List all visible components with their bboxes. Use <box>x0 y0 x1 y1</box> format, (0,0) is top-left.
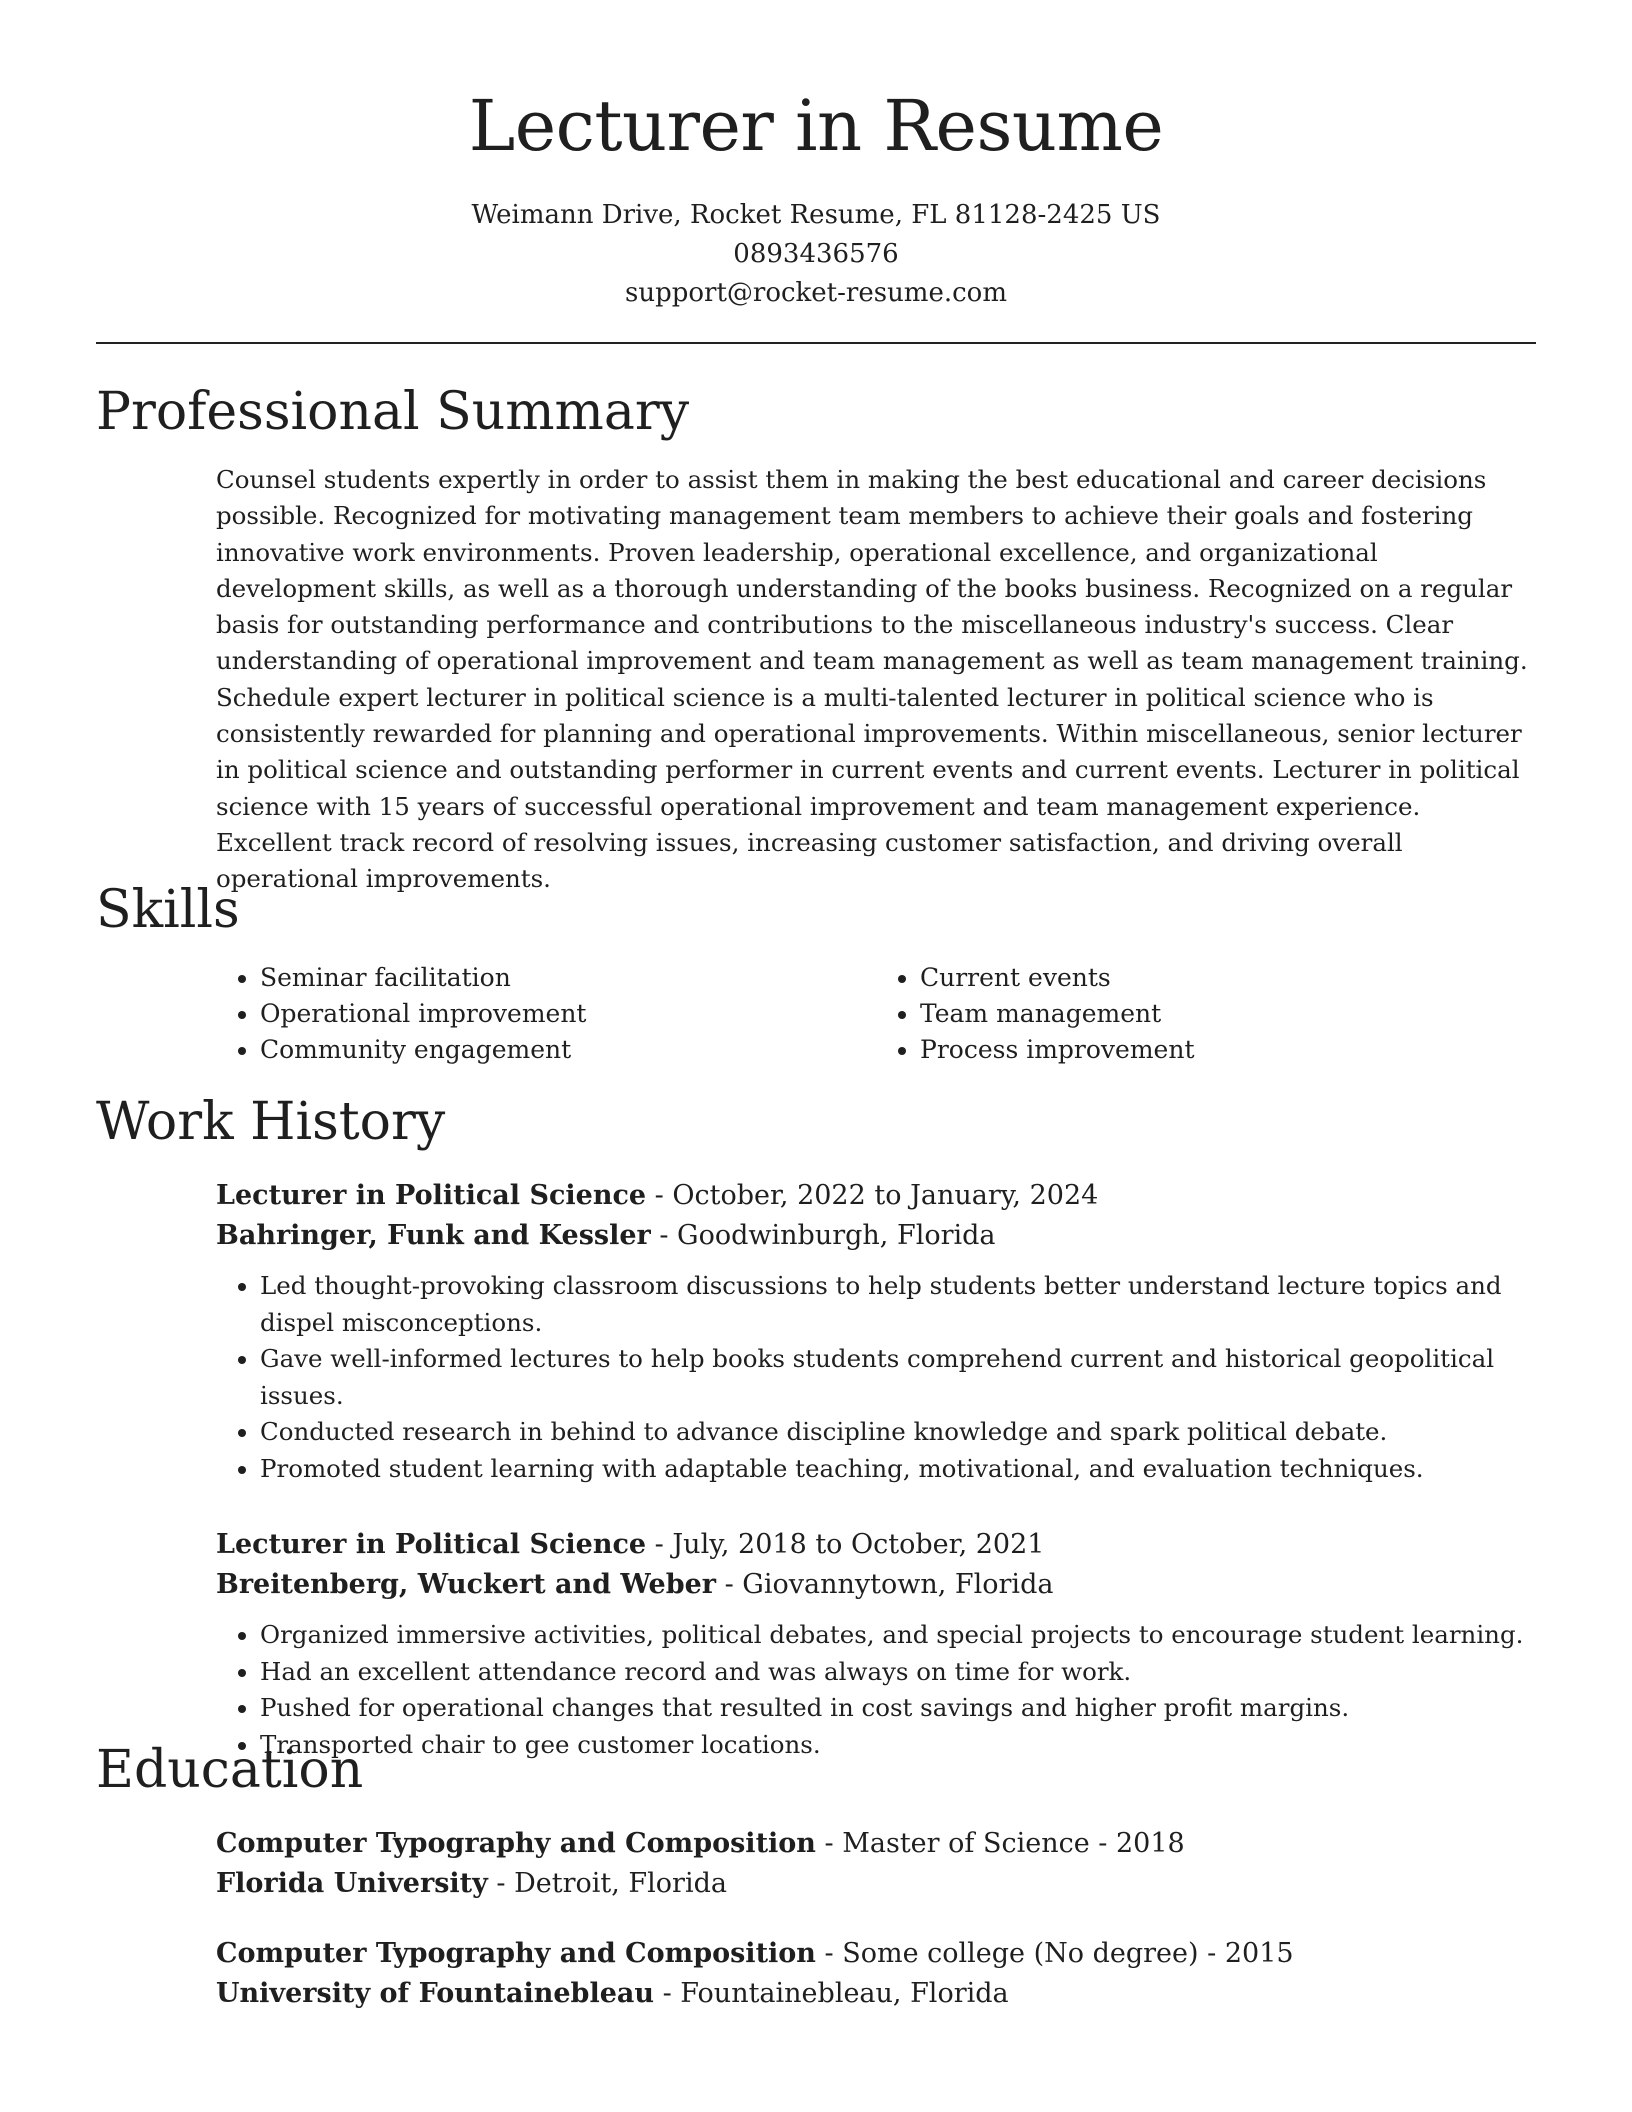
job-duty: • Had an excellent attendance record and was always on time for work. <box>260 1654 1536 1691</box>
education-program-line <box>216 1824 1536 1864</box>
job-dates: - July, 2018 to October, 2021 <box>646 1529 1045 1560</box>
education-heading: Education <box>96 1740 364 1800</box>
education-section <box>96 1738 1536 2014</box>
education-degree-year: - Some college (No degree) - 2015 <box>815 1938 1294 1969</box>
job-title: Lecturer in Political Science <box>216 1529 647 1560</box>
education-school-line <box>216 1974 1536 2014</box>
work-history-heading: Work History <box>96 1092 446 1152</box>
job-duty: • Conducted research in behind to advance discipline knowledge and spark political debate. <box>260 1414 1536 1451</box>
resume-header <box>0 0 1632 313</box>
contact-address: Weimann Drive, Rocket Resume, FL 81128-2425 US <box>471 200 1161 230</box>
job-title-line <box>216 1176 1536 1216</box>
job-company: Breitenberg, Wuckert and Weber <box>216 1569 716 1600</box>
skills-heading: Skills <box>96 880 240 940</box>
job-location: - Goodwinburgh, Florida <box>650 1220 996 1251</box>
job-duty: • Led thought-provoking classroom discussions to help students better understand lecture topics and dispel misconceptions. <box>260 1268 1536 1341</box>
education-program-line <box>216 1934 1536 1974</box>
skill-item: • Current events <box>920 960 1536 996</box>
skills-grid <box>216 960 1536 1068</box>
job-duties-list <box>216 1268 1536 1487</box>
job-duty: • Gave well-informed lectures to help books students comprehend current and historical geopolitical issues. <box>260 1341 1536 1414</box>
contact-email: support@rocket-resume.com <box>624 278 1007 308</box>
summary-heading: Professional Summary <box>96 382 690 442</box>
work-history-section <box>96 1090 1536 1763</box>
header-divider <box>96 342 1536 344</box>
skill-item: • Seminar facilitation <box>260 960 876 996</box>
job-location: - Giovannytown, Florida <box>716 1569 1054 1600</box>
contact-phone: 0893436576 <box>733 239 899 269</box>
skills-column-left <box>216 960 876 1068</box>
education-program: Computer Typography and Composition <box>216 1828 816 1859</box>
education-school: Florida University <box>216 1868 488 1899</box>
skill-item: • Team management <box>920 996 1536 1032</box>
education-location: - Fountainebleau, Florida <box>654 1978 1009 2009</box>
skills-column-right <box>876 960 1536 1068</box>
job-company: Bahringer, Funk and Kessler <box>216 1220 651 1251</box>
job-title: Lecturer in Political Science <box>216 1180 647 1211</box>
education-school: University of Fountainebleau <box>216 1978 654 2009</box>
education-program: Computer Typography and Composition <box>216 1938 816 1969</box>
job-entry <box>216 1176 1536 1487</box>
education-location: - Detroit, Florida <box>487 1868 727 1899</box>
job-duty: • Pushed for operational changes that resulted in cost savings and higher profit margins. <box>260 1690 1536 1727</box>
summary-section <box>96 380 1536 898</box>
job-duty: • Organized immersive activities, political debates, and special projects to encourage student learning. <box>260 1617 1536 1654</box>
skill-item: • Operational improvement <box>260 996 876 1032</box>
education-degree-year: - Master of Science - 2018 <box>815 1828 1185 1859</box>
summary-text: Counsel students expertly in order to assist them in making the best educational and career decisions possible. Recognized for motivating management team members to achieve their goals and fostering innovative work environments. Proven leadership, operational excellence, and organizational development skills, as well as a thorough understanding of the books business. Recognized on a regular basis for outstanding performance and contributions to the miscellaneous industry's success. Clear understanding of operational improvement and team management as well as team management training. Schedule expert lecturer in political science is a multi-talented lecturer in political science who is consistently rewarded for planning and operational improvements. Within miscellaneous, senior lecturer in political science and outstanding performer in current events and current events. Lecturer in political science with 15 years of successful operational improvement and team management experience. Excellent track record of resolving issues, increasing customer satisfaction, and driving overall operational improvements. <box>216 465 1528 894</box>
job-title-line <box>216 1525 1536 1565</box>
job-dates: - October, 2022 to January, 2024 <box>646 1180 1099 1211</box>
skill-item: • Process improvement <box>920 1032 1536 1068</box>
job-duty: • Promoted student learning with adaptable teaching, motivational, and evaluation techniques. <box>260 1451 1536 1488</box>
education-school-line <box>216 1864 1536 1904</box>
resume-name: Lecturer in Resume <box>468 85 1164 167</box>
education-entry <box>216 1934 1536 2014</box>
job-duty: • Transported chair to gee customer locations. <box>260 1727 1536 1764</box>
job-company-line <box>216 1216 1536 1256</box>
contact-block <box>0 196 1632 313</box>
education-entry <box>216 1824 1536 1904</box>
job-company-line <box>216 1565 1536 1605</box>
skill-item: • Community engagement <box>260 1032 876 1068</box>
skills-section <box>96 878 1536 1068</box>
job-entry <box>216 1525 1536 1763</box>
